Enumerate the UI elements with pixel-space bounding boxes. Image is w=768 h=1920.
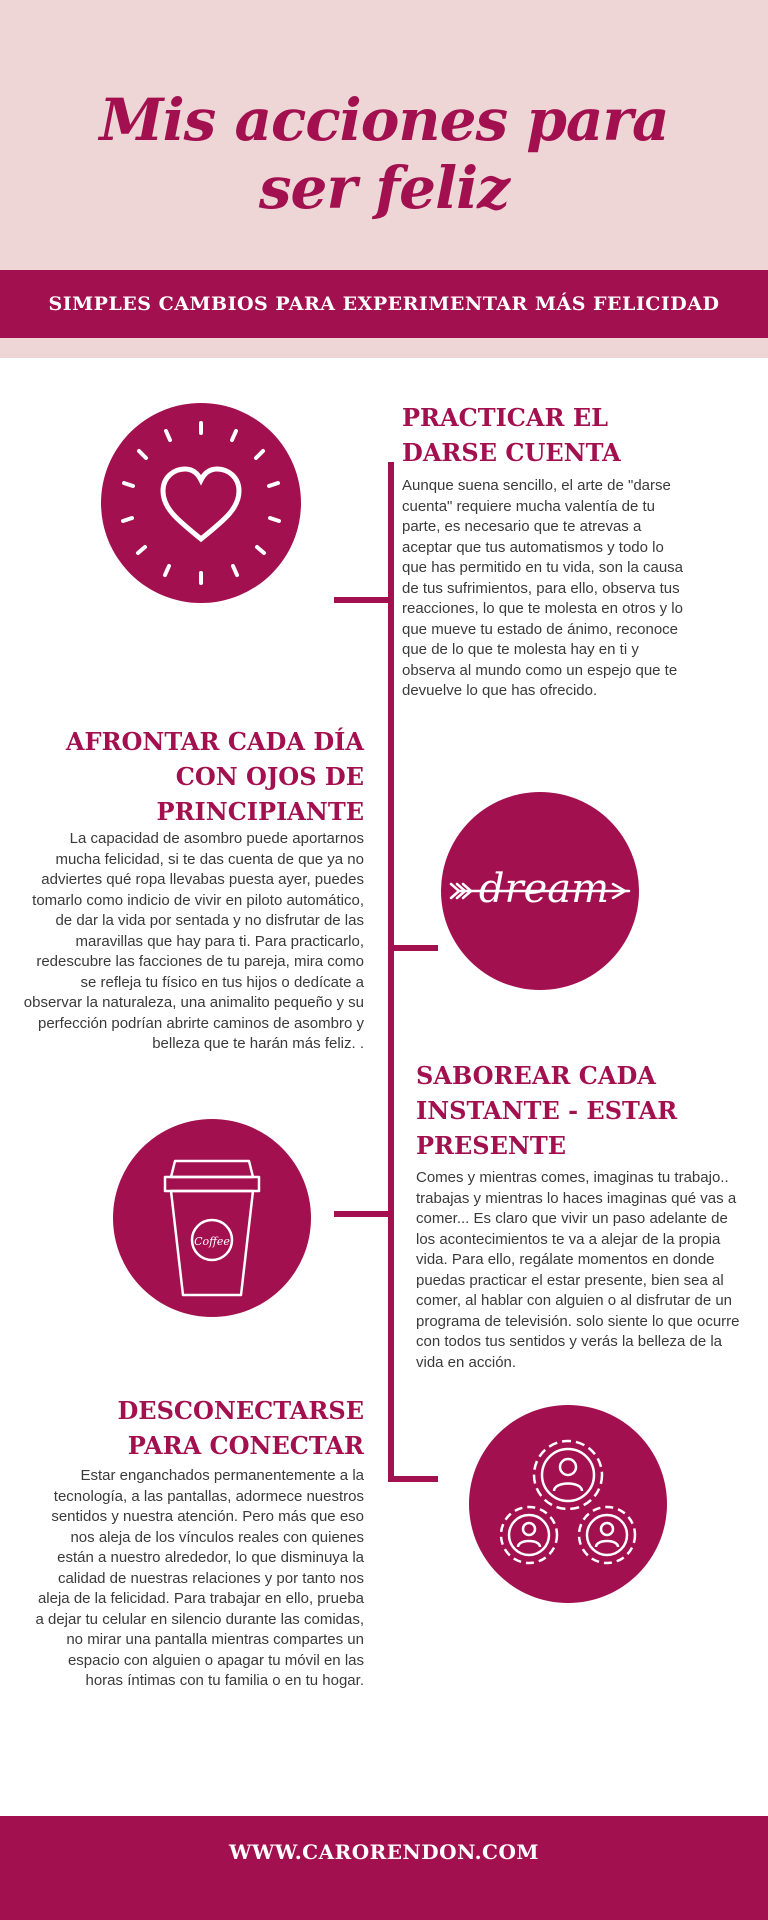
section-text: Aunque suena sencillo, el arte de "darse cuenta" requiere mucha valentía de tu parte, es necesario que te atrevas a aceptar que tus automatismos y todo lo que has permitido en tu vida, son la causa de tus sufrimientos, para ello, observa tus reacciones, lo que te molesta en otros y lo que mueve tu estado de ánimo, reconoce que de lo que te molesta hay en ti y observa al mundo como un espejo que te devuelve lo que has ofrecido. [402, 477, 684, 699]
subtitle-band: SIMPLES CAMBIOS PARA EXPERIMENTAR MÁS FELICIDAD [0, 270, 768, 338]
section-text: Comes y mientras comes, imaginas tu trabajo.. trabajas y mientras lo haces imaginas qué vas a comer... Es claro que vivir un paso adelante de los acontecimientos te va a alejar de la propia vida. Para ello, regálate momentos en donde puedas practicar el estar presente, bien sea al comer, al hablar con alguien o al disfrutar de un programa de televisión. solo siente lo que ocurre con todos tus sentidos y verás la belleza de la vida en acción. [416, 1169, 740, 1371]
icon-text: dream [478, 866, 610, 912]
timeline-connector [390, 1476, 438, 1482]
people-gears-icon [469, 1405, 667, 1603]
page-title: Mis acciones para ser feliz [99, 86, 669, 222]
section-title: SABOREAR CADA INSTANTE - ESTAR PRESENTE [416, 1061, 678, 1160]
section-text: Estar enganchados permanentemente a la tecnología, a las pantallas, adormece nuestros sentidos y nuestra atención. Pero más que eso nos aleja de los vínculos reales con quienes están a nuestro alrededor, lo que disminuya la calidad de nuestras relaciones y por tanto nos aleja de la felicidad. Para trabajar en ello, prueba a dejar tu celular en silencio durante las comidas, no mirar una pantalla mientras compartes un espacio con alguien o apagar tu móvil en las horas íntimas con tu familia o en tu hogar. [35, 1467, 364, 1689]
icon-text: Coffee [194, 1235, 230, 1248]
heart-icon [101, 403, 301, 603]
timeline-connector [334, 1211, 392, 1217]
section-title: PRACTICAR EL DARSE CUENTA [402, 403, 621, 467]
dream-arrow-icon [441, 792, 639, 990]
timeline-connector [334, 597, 392, 603]
footer [0, 1816, 768, 1920]
footer-link[interactable]: WWW.CARORENDON.COM [228, 1840, 540, 1864]
header [0, 0, 768, 270]
timeline-connector [390, 945, 438, 951]
divider-strip [0, 338, 768, 358]
section-title: AFRONTAR CADA DÍA CON OJOS DE PRINCIPIANTE [65, 727, 364, 826]
timeline-line [388, 462, 394, 1482]
coffee-cup-icon [113, 1119, 311, 1317]
section-title: DESCONECTARSE PARA CONECTAR [117, 1396, 364, 1460]
section-text: La capacidad de asombro puede aportarnos mucha felicidad, si te das cuenta de que ya no adviertes qué ropa llevabas puesta ayer, puedes tomarlo como indicio de vivir en piloto automático, de dar la vida por sentada y no disfrutar de las maravillas que hay para ti. Para practicarlo, redescubre las facciones de tu pareja, mira como se refleja tu físico en tus hijos o dedícate a observar la naturaleza, una animalito pequeño y su perfección podrían abrirte caminos de asombro y belleza que te harán más feliz. . [23, 830, 364, 1052]
